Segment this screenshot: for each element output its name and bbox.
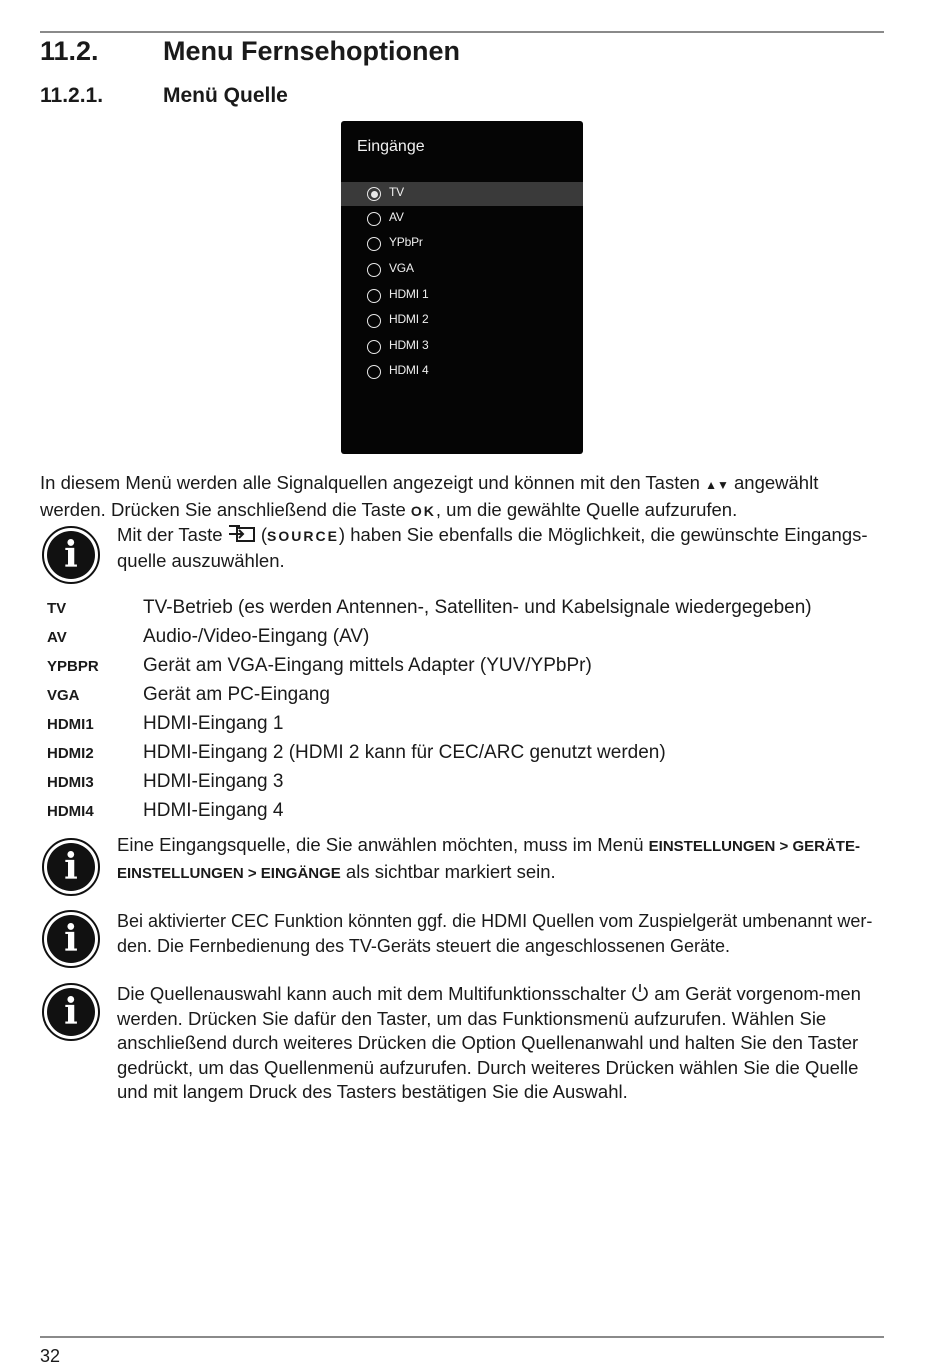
subsection-number: 11.2.1.: [40, 84, 104, 107]
tv-menu-item: [341, 182, 583, 206]
tv-menu-item-label: HDMI 1: [389, 287, 429, 301]
tv-menu-item: [341, 309, 583, 333]
intro-text-1: In diesem Menü werden alle Signalquellen angezeigt und können mit den Tasten: [40, 472, 700, 493]
tv-menu-item-label: TV: [389, 185, 404, 199]
tv-menu-item: [341, 360, 583, 384]
radio-icon: [367, 365, 381, 379]
definition-term: VGA: [47, 687, 80, 704]
definition-term: YPBPR: [47, 658, 99, 675]
definition-desc: HDMI-Eingang 2 (HDMI 2 kann für CEC/ARC genutzt werden): [143, 742, 666, 763]
tv-menu-item-label: HDMI 3: [389, 338, 429, 352]
tv-menu-title: Eingänge: [357, 138, 425, 155]
definition-row: [47, 684, 887, 713]
definition-row: [47, 597, 887, 626]
radio-icon: [367, 340, 381, 354]
definition-row: [47, 742, 887, 771]
definition-term: AV: [47, 629, 67, 646]
info-symbol: i: [47, 843, 95, 891]
intro-text-3: , um die gewählte Quelle aufzurufen.: [435, 498, 738, 520]
intro-text-2: angewählt werden. Drücken Sie anschließend die Taste: [40, 472, 819, 520]
definition-term: TV: [47, 600, 67, 617]
tv-menu-item-label: VGA: [389, 261, 414, 275]
definition-term: HDMI4: [47, 803, 94, 820]
info-symbol: i: [47, 915, 95, 963]
definition-row: [47, 626, 887, 655]
definition-row: [47, 771, 887, 800]
tv-input-menu-screenshot: [341, 121, 583, 454]
note-multi-text-1: Die Quellenauswahl kann auch mit dem Multifunktionsschalter: [117, 983, 627, 1004]
definition-desc: Gerät am VGA-Eingang mittels Adapter (YUV/YPbPr): [143, 655, 592, 676]
definition-row: [47, 800, 887, 829]
definition-term: HDMI2: [47, 745, 94, 762]
tv-menu-item: [341, 335, 583, 359]
definition-row: [47, 655, 887, 684]
radio-selected-icon: [367, 187, 381, 201]
definition-row: [47, 713, 887, 742]
tv-menu-item-label: YPbPr: [389, 235, 423, 249]
source-input-icon: [228, 523, 256, 543]
tv-menu-item: [341, 258, 583, 282]
definition-term: HDMI1: [47, 716, 94, 733]
definition-desc: HDMI-Eingang 4: [143, 800, 284, 821]
info-symbol: i: [47, 531, 95, 579]
note-multifunction: [117, 982, 887, 1105]
info-icon: [42, 910, 100, 968]
definition-desc: HDMI-Eingang 3: [143, 771, 284, 792]
definition-desc: Audio-/Video-Eingang (AV): [143, 626, 370, 647]
radio-icon: [367, 263, 381, 277]
source-key-label: SOURCE: [267, 528, 339, 544]
note-source-key: Mit der Taste (SOURCE) haben Sie ebenfalls die Möglichkeit, die gewünschte Eingangs-quelle auszuwählen.: [117, 524, 868, 571]
bottom-rule: [40, 1336, 884, 1338]
ok-key-label: OK: [410, 502, 436, 519]
definition-desc: HDMI-Eingang 1: [143, 713, 284, 734]
up-down-arrows-icon: ▲▼: [705, 478, 729, 492]
note-visible-text-2: als sichtbar markiert sein.: [345, 860, 556, 882]
tv-menu-item-label: AV: [389, 210, 404, 224]
radio-icon: [367, 237, 381, 251]
radio-icon: [367, 314, 381, 328]
note-visible-inputs: [117, 833, 887, 886]
tv-menu-item-label: HDMI 2: [389, 312, 429, 326]
top-rule: [40, 31, 884, 33]
note-cec: Bei aktivierter CEC Funktion könnten ggf. die HDMI Quellen vom Zuspielgerät umbenannt wer-den. Die Fernbedienung des TV-Geräts steuert die angeschlossenen Geräte.: [117, 911, 873, 956]
tv-menu-item: [341, 232, 583, 256]
definition-term: HDMI3: [47, 774, 94, 791]
tv-menu-item: [341, 284, 583, 308]
info-icon: [42, 526, 100, 584]
tv-menu-item-label: HDMI 4: [389, 363, 429, 377]
note-source-text-2: ) haben Sie ebenfalls die Möglichkeit, die gewünschte Eingangs-quelle auszuwählen.: [117, 524, 868, 571]
definition-desc: TV-Betrieb (es werden Antennen-, Satelliten- und Kabelsignale wiedergegeben): [143, 597, 812, 618]
intro-paragraph: [40, 471, 884, 523]
note-visible-text-1: Eine Eingangsquelle, die Sie anwählen möchten, muss im Menü: [117, 834, 644, 855]
definition-desc: Gerät am PC-Eingang: [143, 684, 330, 705]
info-icon: [42, 838, 100, 896]
section-title: Menu Fernsehoptionen: [163, 36, 460, 66]
note-multi-text-2: am Gerät vorgenom-men werden. Drücken Sie dafür den Taster, um das Funktionsmenü aufzurufen. Wählen Sie anschließend durch weiteres Drücken die Option Quellenanwahl und halten Sie den Taster gedrückt, um das Quellenmenü aufzurufen. Durch weiteres Drücken wählen Sie die Quelle und mit langem Druck des Tasters bestätigen Sie die Auswahl.: [117, 983, 861, 1102]
note-source-text-1: Mit der Taste: [117, 524, 223, 545]
menu-path: EINSTELLUNGEN > GERÄTE-EINSTELLUNGEN > EINGÄNGE: [117, 838, 860, 882]
radio-icon: [367, 212, 381, 226]
power-icon: [631, 982, 649, 1002]
radio-icon: [367, 289, 381, 303]
tv-menu-item: [341, 207, 583, 231]
subsection-title: Menü Quelle: [163, 84, 288, 107]
page-number: 32: [40, 1346, 61, 1366]
section-number: 11.2.: [40, 36, 99, 66]
info-icon: [42, 983, 100, 1041]
info-symbol: i: [47, 988, 95, 1036]
